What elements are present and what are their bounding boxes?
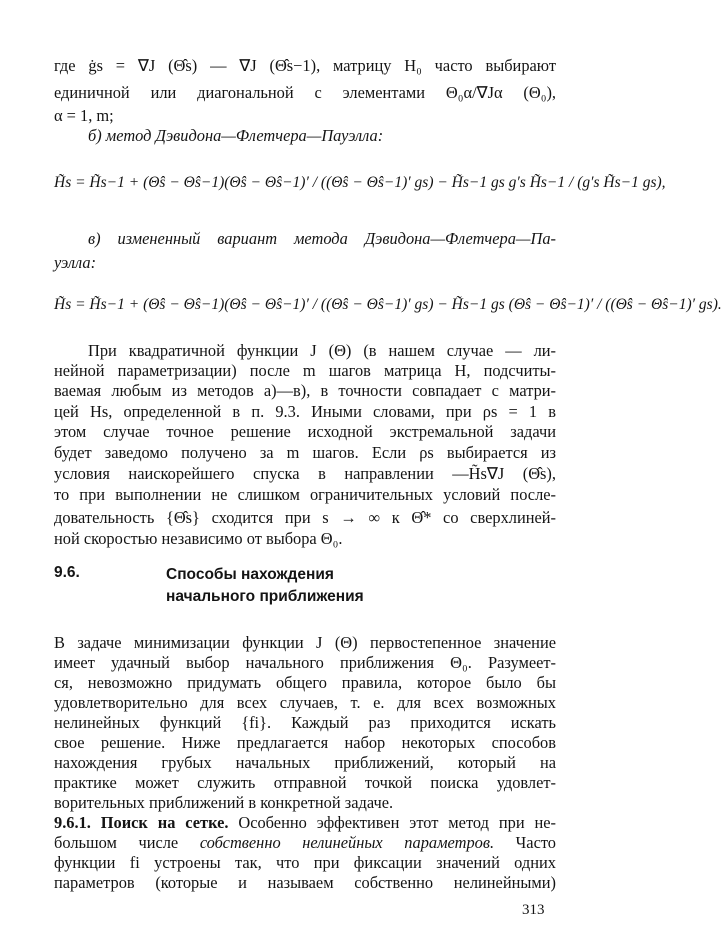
method-c-label: в) измененный вариант метода Дэвидона—Флетчера—Па- [88, 229, 556, 248]
paragraph-line: ся, невозможно придумать общего правила, которое было бы [54, 673, 556, 692]
section-title [166, 564, 364, 608]
paragraph-line: условия наискорейшего спуска в направлении —H̃s∇J (Θ̂s), [54, 464, 556, 483]
formula-modified-dfp: H̃s = H̃s−1 + (Θ̂s − Θ̂s−1)(Θ̂s − Θ̂s−1)′ / ((Θ̂s − Θ̂s−1)′ gs) − H̃s−1 gs (Θ̂s − Θ̂s−1)′ / ((Θ̂s − Θ̂s−1)′ gs). [54, 296, 722, 313]
paragraph-line: довательность {Θ̂s} сходится при s → ∞ к Θ̂* со сверхлиней- [54, 508, 556, 527]
text-line: α = 1, m; [54, 106, 114, 125]
subsection-line: функции fi устроены так, что при фиксации значений одних [54, 853, 556, 872]
paragraph-line: В задаче минимизации функции J (Θ) первостепенное значение [54, 633, 556, 652]
paragraph-line: то при выполнении не слишком ограничительных условий после- [54, 485, 556, 504]
subsection-text: Часто [494, 833, 556, 852]
subsection-text: большом числе [54, 833, 200, 852]
subsection-line [54, 832, 556, 854]
paragraph-line: нелинейных функций {fi}. Каждый раз приходится искать [54, 713, 556, 732]
paragraph-line: ворительных приближений в конкретной задаче. [54, 793, 394, 812]
subsection-label: 9.6.1. Поиск на сетке. [54, 813, 229, 832]
paragraph-line: цей Hs, определенной в п. 9.3. Иными словами, при ρs = 1 в [54, 402, 556, 421]
paragraph-line: удовлетворительно для всех случаев, т. е. для всех возможных [54, 693, 556, 712]
paragraph-line: ной скоростью независимо от выбора Θ₀. [54, 529, 343, 548]
page-number: 313 [522, 902, 545, 918]
text-line: единичной или диагональной с элементами Θ₀α/∇Jα (Θ₀), [54, 83, 556, 102]
text-line: где ġs = ∇J (Θ̂s) — ∇J (Θ̂s−1), матрицу H₀ часто выбирают [54, 56, 556, 75]
paragraph-line: этом случае точное решение исходной экстремальной задачи [54, 422, 556, 441]
paragraph-line: При квадратичной функции J (Θ) (в нашем случае — ли- [88, 341, 556, 360]
paragraph-line: ваемая любым из методов а)—в), в точности совпадает с матри- [54, 381, 556, 400]
subsection-line [54, 812, 556, 834]
section-title-line: Способы нахождения [166, 566, 334, 583]
paragraph-line: нейной параметризации) после m шагов матрица H, подсчиты- [54, 361, 556, 380]
paragraph-line: имеет удачный выбор начального приближения Θ₀. Разумеет- [54, 653, 556, 672]
subsection-line: параметров (которые и называем собственно нелинейными) [54, 873, 556, 892]
method-b-label: б) метод Дэвидона—Флетчера—Пауэлла: [88, 126, 384, 145]
paragraph-line: будет заведомо получено за m шагов. Если ρs выбирается из [54, 443, 556, 462]
method-c-label-cont: уэлла: [54, 253, 97, 272]
paragraph-line: свое решение. Ниже предлагается набор некоторых способов [54, 733, 556, 752]
paragraph-line: практике может служить отправной точкой поиска удовлет- [54, 773, 556, 792]
paragraph-line: нахождения грубых начальных приближений, который на [54, 753, 556, 772]
section-title-line: начального приближения [166, 588, 364, 605]
formula-dfp: H̃s = H̃s−1 + (Θ̂s − Θ̂s−1)(Θ̂s − Θ̂s−1)′ / ((Θ̂s − Θ̂s−1)′ gs) − H̃s−1 gs g′s H̃s−1 / (g′s H̃s−1 gs), [54, 174, 666, 191]
subsection-text: Особенно эффективен этот метод при не- [228, 813, 556, 832]
subsection-emphasis: собственно нелинейных параметров. [199, 833, 495, 852]
section-number: 9.6. [54, 564, 80, 581]
